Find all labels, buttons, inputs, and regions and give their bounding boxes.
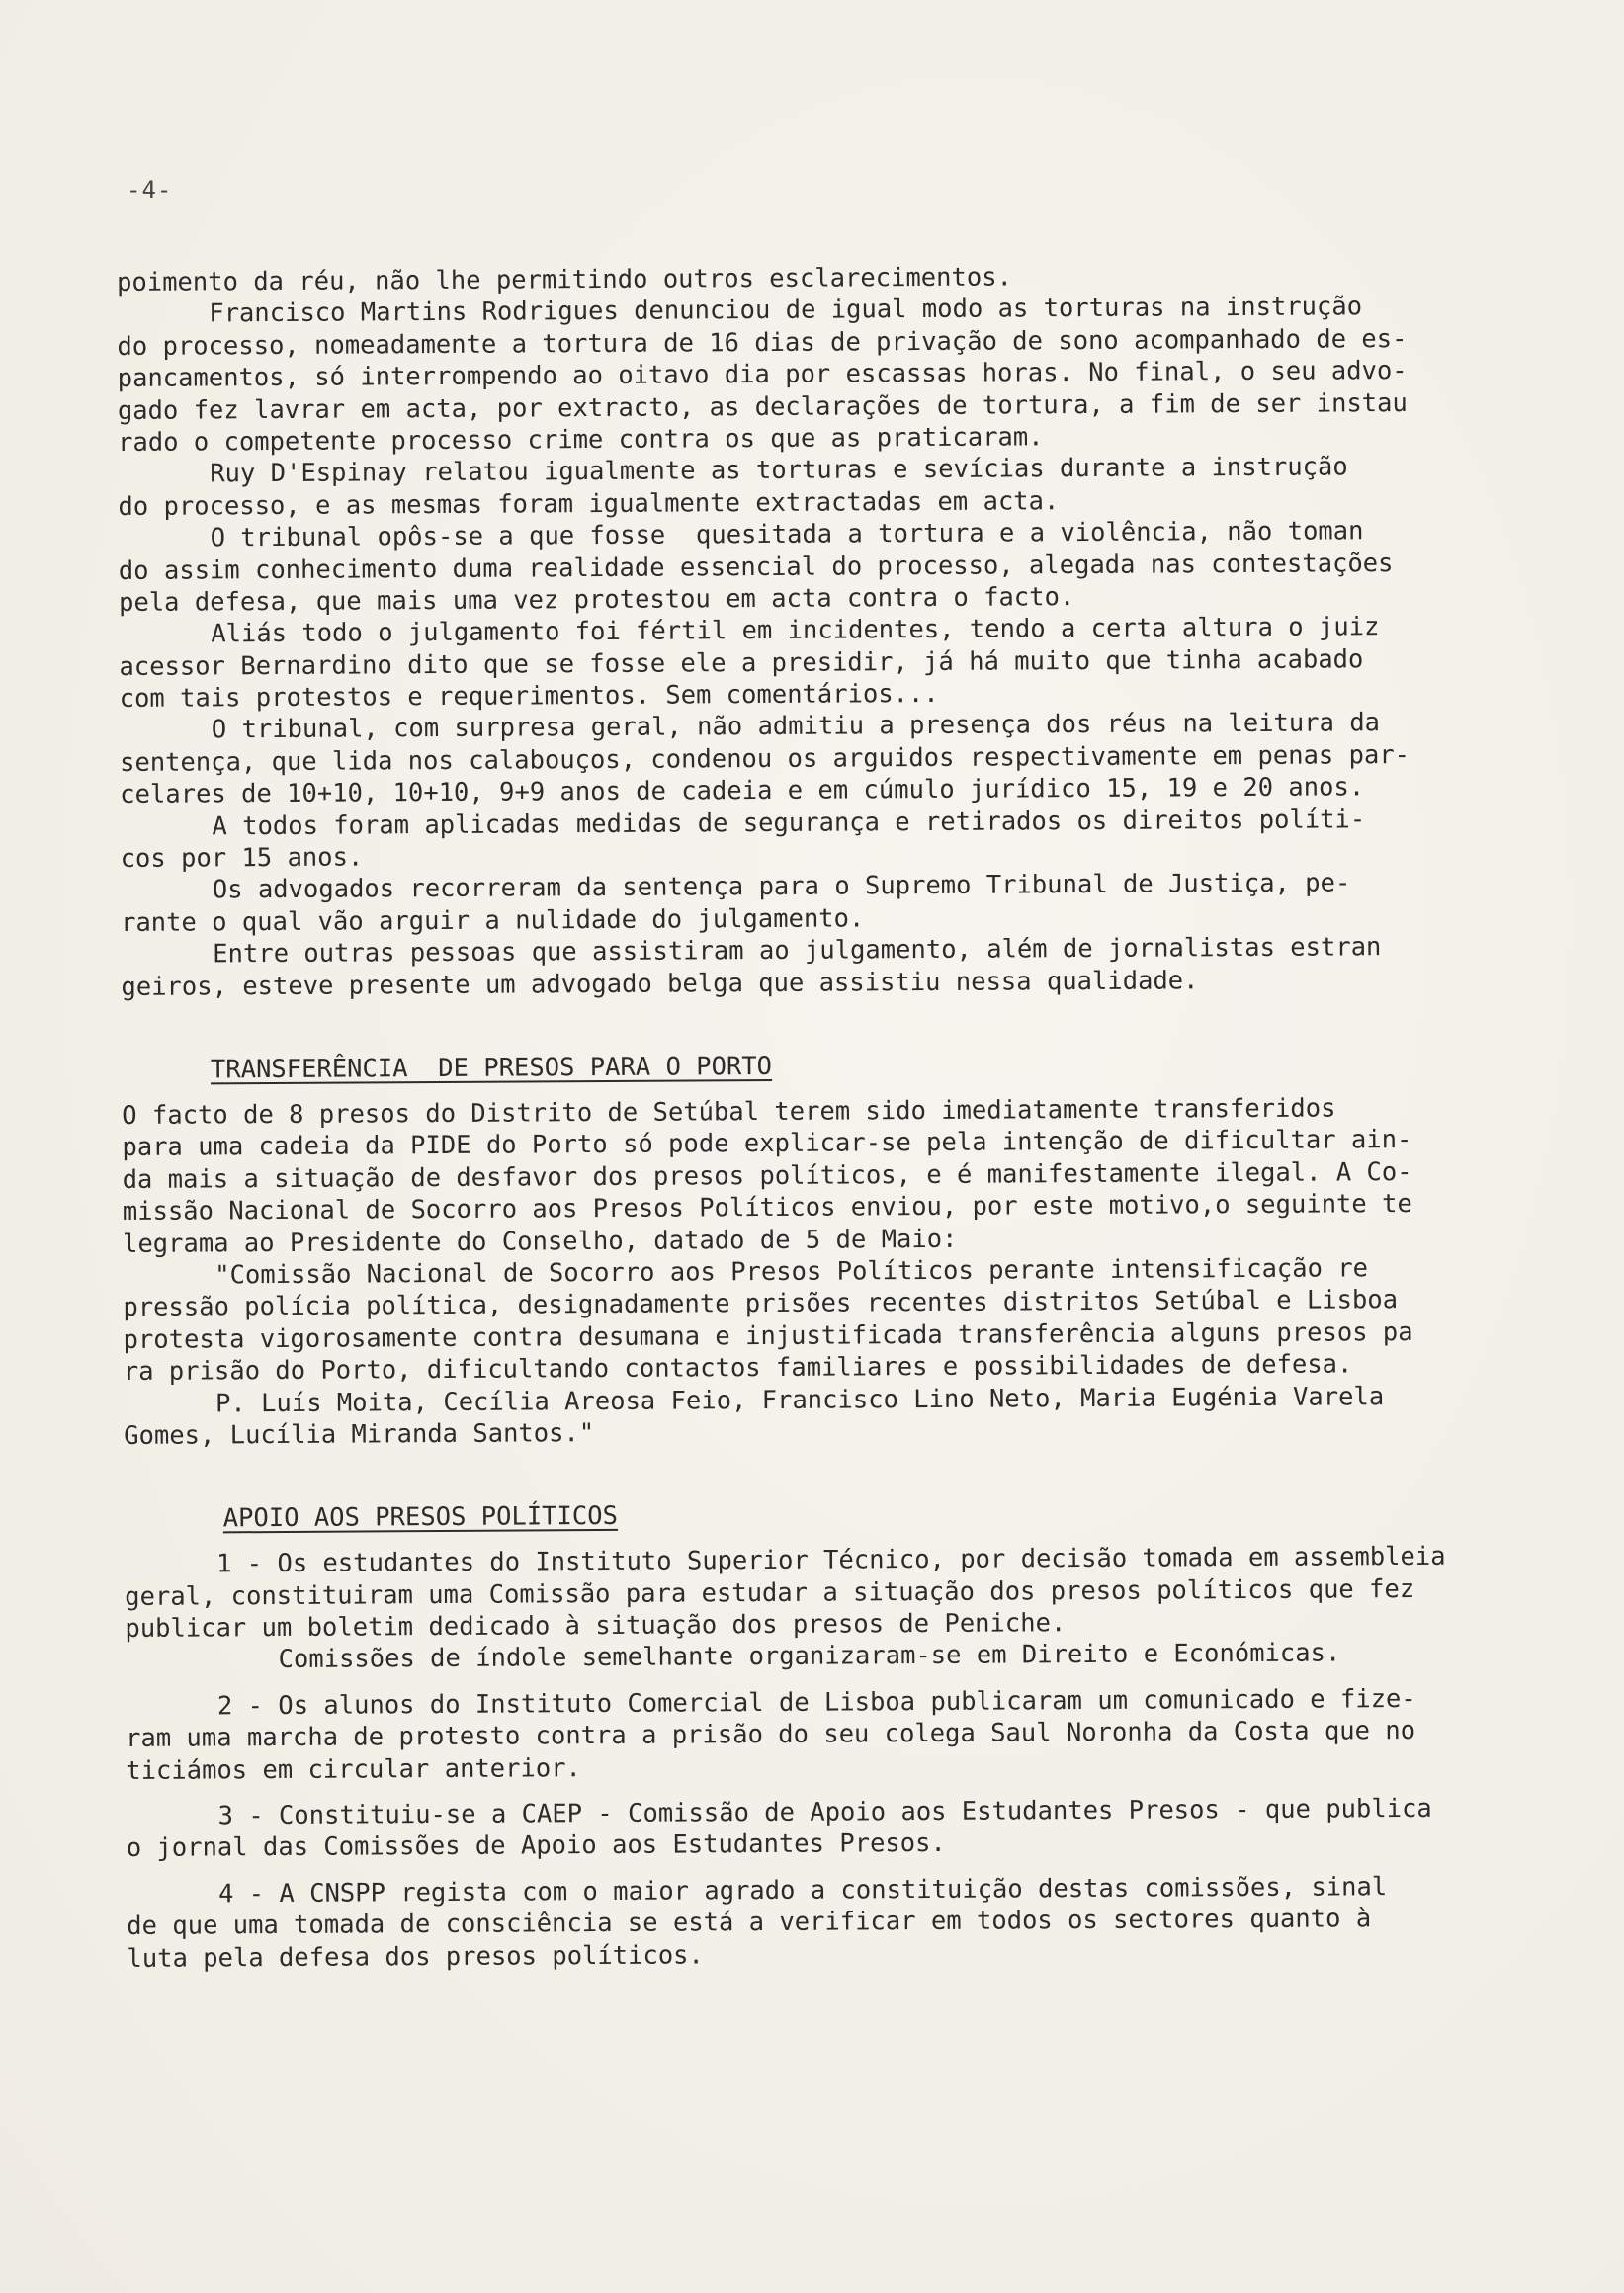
text-line: pela defesa, que mais uma vez protestou em acta contra o facto. (118, 581, 1075, 618)
text-line: Comissões de índole semelhante organizaram-se em Direito e Económicas. (278, 1638, 1341, 1675)
text-line: Ruy D'Espinay relatou igualmente as torturas e sevícias durante a instrução (210, 452, 1348, 489)
section-transferencia (122, 994, 1548, 1452)
text-line: da mais a situação de desfavor dos presos políticos, e é manifestamente ilegal. A Co- (122, 1156, 1412, 1195)
text-line: 4 - A CNSPP regista com o maior agrado a constituição destas comissões, sinal (217, 1871, 1388, 1910)
page-number: -4- (127, 176, 173, 204)
text-line: legrama ao Presidente do Conselho, datado de 5 de Maio: (122, 1224, 958, 1259)
text-line: O tribunal opôs-se a que fosse quesitada a tortura e a violência, não toman (210, 516, 1364, 553)
text-line: luta pela defesa dos presos políticos. (127, 1939, 704, 1974)
text-line: acessor Bernardino dito que se fosse ele a presidir, já há muito que tinha acabado (119, 643, 1364, 682)
text-line: pressão polícia política, designadamente prisões recentes distritos Setúbal e Lisboa (123, 1285, 1399, 1323)
text-line: Os advogados recorreram da sentença para o Supremo Tribunal de Justiça, pe- (212, 868, 1351, 905)
text-line: celares de 10+10, 10+10, 9+9 anos de cadeia e em cúmulo jurídico 15, 19 e 20 anos. (120, 772, 1365, 810)
section-apoio (124, 1443, 1550, 1974)
text-line: O tribunal, com surpresa geral, não admitiu a presença dos réus na leitura da (211, 708, 1381, 745)
text-line: para uma cadeia da PIDE do Porto só pode explicar-se pela intenção de dificultar ain- (122, 1125, 1412, 1163)
section-spacer (124, 1443, 1547, 1499)
section-heading: APOIO AOS PRESOS POLÍTICOS (222, 1501, 618, 1534)
text-line: protesta vigorosamente contra desumana e injustificada transferência alguns presos pa (123, 1316, 1413, 1355)
text-line: sentença, que lida nos calabouços, condenou os arguidos respectivamente em penas par- (119, 739, 1410, 778)
text-line: 3 - Constituiu-se a CAEP - Comissão de Apoio aos Estudantes Presos - que publica (217, 1793, 1432, 1831)
text-line: gado fez lavrar em acta, por extracto, as declarações de tortura, a fim de ser instau (117, 387, 1408, 426)
text-line: rante o qual vão arguir a nulidade do julgamento. (120, 903, 865, 938)
section-heading: TRANSFERÊNCIA DE PRESOS PARA O PORTO (210, 1051, 773, 1085)
text-line: Gomes, Lucília Miranda Santos." (124, 1417, 595, 1451)
section-main (117, 258, 1545, 1003)
text-line: ticiámos em circular anterior. (126, 1752, 581, 1786)
document-body (117, 258, 1551, 1975)
text-line: geral, constituiram uma Comissão para estudar a situação dos presos políticos que fez (125, 1573, 1415, 1612)
text-line: ram uma marcha de protesto contra a prisão do seu colega Saul Noronha da Costa que no (126, 1716, 1416, 1754)
text-line: rado o competente processo crime contra os que as praticaram. (117, 422, 1044, 458)
text-line: poimento da réu, não lhe permitindo outros esclarecimentos. (117, 262, 1012, 297)
text-line: de que uma tomada de consciência se está a verificar em todos os sectores quanto à (127, 1904, 1372, 1942)
text-line: do processo, nomeadamente a tortura de 16 dias de privação de sono acompanhado de es- (117, 323, 1408, 362)
text-line: missão Nacional de Socorro aos Presos Políticos enviou, por este motivo,o seguinte te (122, 1189, 1412, 1228)
text-line: A todos foram aplicadas medidas de segurança e retirados os direitos políti- (212, 804, 1366, 842)
text-line: 2 - Os alunos do Instituto Comercial de Lisboa publicaram um comunicado e fize- (216, 1683, 1416, 1722)
text-line: o jornal das Comissões de Apoio aos Estudantes Presos. (126, 1828, 946, 1864)
text-line: 1 - Os estudantes do Instituto Superior Técnico, por decisão tomada em assembleia (215, 1542, 1446, 1579)
text-line: ra prisão do Porto, dificultando contactos familiares e possibilidades de defesa. (123, 1349, 1353, 1388)
text-line: Francisco Martins Rodrigues denunciou de igual modo as torturas na instrução (209, 292, 1363, 329)
text-line: com tais protestos e requerimentos. Sem comentários... (119, 679, 939, 715)
text-line: P. Luís Moita, Cecília Areosa Feio, Francisco Lino Neto, Maria Eugénia Varela (214, 1381, 1385, 1418)
text-line: pancamentos, só interrompendo ao oitavo dia por escassas horas. No final, o seu advo- (117, 356, 1408, 394)
text-line: O facto de 8 presos do Distrito de Setúbal terem sido imediatamente transferidos (122, 1093, 1336, 1131)
text-line: "Comissão Nacional de Socorro aos Presos Políticos perante intensificação re (214, 1253, 1369, 1291)
text-line: cos por 15 anos. (120, 842, 364, 875)
text-line: do processo, e as mesmas foram igualmente extractadas em acta. (118, 485, 1060, 522)
text-line: publicar um boletim dedicado à situação dos presos de Peniche. (125, 1608, 1067, 1645)
text-line: Entre outras pessoas que assistiram ao julgamento, além de jornalistas estran (213, 932, 1382, 970)
text-line: Aliás todo o julgamento foi fértil em incidentes, tendo a certa altura o juiz (211, 612, 1380, 649)
section-spacer (122, 994, 1545, 1051)
text-line: do assim conhecimento duma realidade essencial do processo, alegada nas contestações (118, 548, 1394, 586)
text-line: geiros, esteve presente um advogado belga que assistiu nessa qualidade. (121, 965, 1199, 1002)
